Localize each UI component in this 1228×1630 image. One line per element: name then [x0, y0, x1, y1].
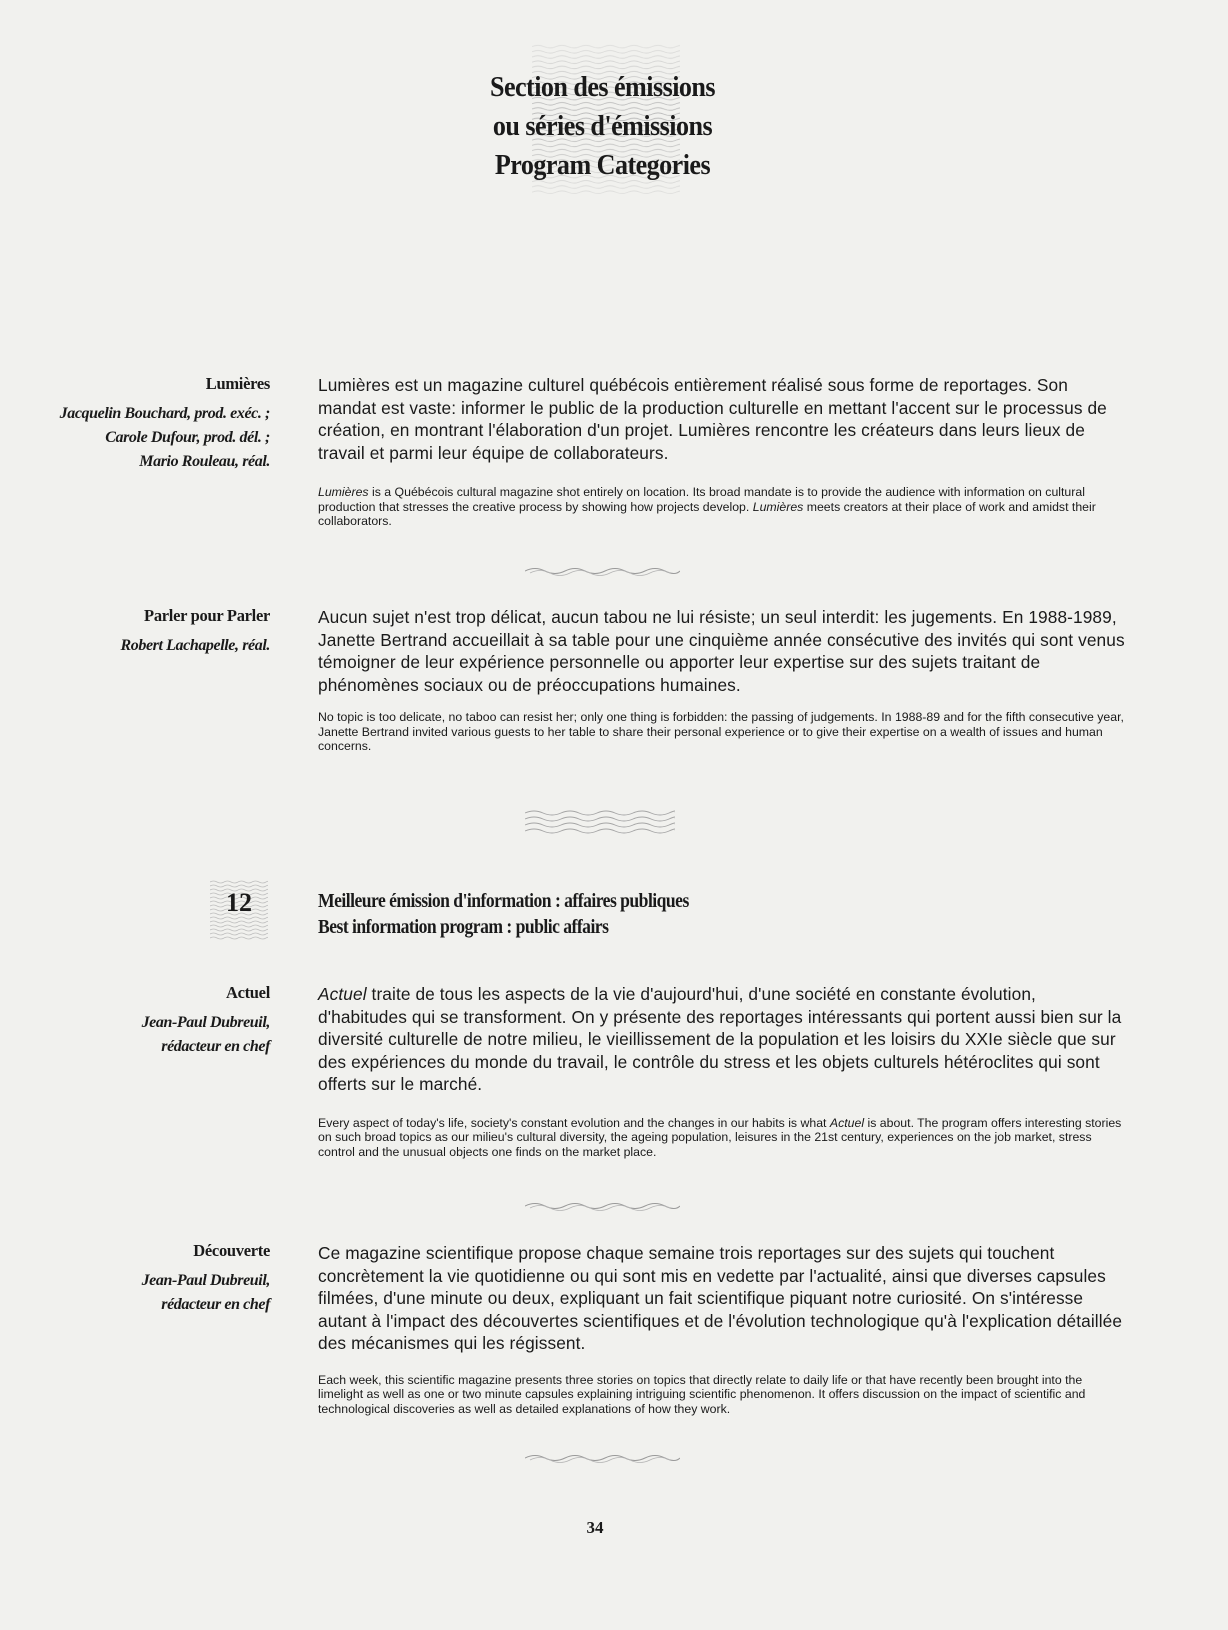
- program-title: Parler pour Parler: [144, 606, 270, 625]
- credit-line: Robert Lachapelle, réal.: [120, 637, 270, 654]
- credits: [40, 1011, 270, 1059]
- credit-line: Carole Dufour, prod. dél. ;: [105, 429, 270, 446]
- credit-line: rédacteur en chef: [161, 1038, 270, 1055]
- title-line-3: Program Categories: [494, 149, 711, 181]
- credit-line: Jean-Paul Dubreuil,: [141, 1272, 270, 1289]
- title-line-1: Section des émissions: [489, 71, 716, 103]
- program-name-italic: Actuel: [318, 984, 367, 1004]
- wave-divider: [525, 565, 680, 577]
- page-header: [440, 44, 765, 194]
- program-name-italic: Actuel: [829, 1115, 865, 1130]
- category-title: [318, 888, 689, 940]
- category-title-french: Meilleure émission d'information : affaires publiques: [318, 890, 689, 912]
- entry-actuel-text: [318, 983, 1128, 1159]
- category-title-english: Best information program : public affairs: [318, 916, 609, 938]
- english-description: Each week, this scientific magazine presents three stories on topics that directly relate to daily life or that have recently been brought into the limelight as well as one or two minute capsules explaining intriguing scientific phenomenon. It offers discussion on the impact of scientific and technological discoveries as well as detailed explanations of how they work.: [318, 1372, 1086, 1416]
- credit-line: Jacquelin Bouchard, prod. exéc. ;: [59, 405, 270, 422]
- credit-line: Mario Rouleau, réal.: [139, 453, 270, 470]
- category-number: 12: [226, 888, 252, 917]
- wave-ornament: [525, 807, 675, 837]
- program-title: Actuel: [225, 983, 270, 1002]
- program-title: Lumières: [205, 374, 270, 393]
- page-title: [456, 68, 749, 185]
- credits: [40, 634, 270, 658]
- credits: [40, 1269, 270, 1317]
- credit-line: rédacteur en chef: [161, 1296, 270, 1313]
- credits: [40, 402, 270, 474]
- program-name-italic: Lumières: [752, 499, 804, 514]
- english-description: No topic is too delicate, no taboo can resist her; only one thing is forbidden: the passing of judgements. In 1988-89 and for the fifth consecutive year, Janette Bertrand invited various guests to her table to share their personal experience or to give their expertise on a wealth of issues and human concerns.: [318, 710, 1124, 753]
- category-number-badge: [210, 880, 268, 940]
- entry-decouverte-credits: [40, 1241, 270, 1317]
- entry-actuel-credits: [40, 983, 270, 1059]
- credit-line: Jean-Paul Dubreuil,: [141, 1014, 270, 1031]
- french-description: Actuel traite de tous les aspects de la vie d'aujourd'hui, d'une société en constante évolution, d'habitudes qui se transforment. On y présente des reportages intéressants qui portent aussi bien sur la diversité culturelle de notre milieu, le vieillissement de la population et les loisirs du XXIe siècle que sur des expériences du monde du travail, le contrôle du stress et les objets culturels hétéroclites qui sont offerts sur le marché.: [318, 984, 1122, 1094]
- french-description: Lumières est un magazine culturel québécois entièrement réalisé sous forme de reportages. Son mandat est vaste: informer le public de la production culturelle en mettant l'accent sur le processus de création, en montrant l'élaboration d'un projet. Lumières rencontre les créateurs dans leurs lieux de travail et parmi leur équipe de collaborateurs.: [318, 375, 1107, 463]
- entry-parler-text: [318, 606, 1128, 754]
- entry-lumieres-credits: [40, 374, 270, 474]
- program-title: Découverte: [193, 1241, 270, 1260]
- french-description: Aucun sujet n'est trop délicat, aucun tabou ne lui résiste; un seul interdit: les jugements. En 1988-1989, Janette Bertrand accueillait à sa table pour une cinquième année consécutive des invités qui sont venus témoigner de leur expérience personnelle ou apporter leur expertise sur des sujets traitant de phénomènes sociaux ou de préoccupations humaines.: [318, 607, 1125, 695]
- french-description: Ce magazine scientifique propose chaque semaine trois reportages sur des sujets qui touchent concrètement la vie quotidienne ou qui sont mis en vedette par l'actualité, ainsi que diverses capsules filmées, d'une minute ou deux, expliquant un fait scientifique piquant notre curiosité. On s'intéresse autant à l'impact des découvertes scientifiques et de l'évolution technologique qu'à l'explication détaillée des mécanismes qui les régissent.: [318, 1243, 1123, 1353]
- program-name-italic: Lumières: [318, 485, 369, 499]
- entry-decouverte-text: [318, 1242, 1128, 1416]
- wave-divider: [525, 1200, 680, 1212]
- page-number: 34: [586, 1518, 604, 1537]
- english-description: Lumières is a Québécois cultural magazine shot entirely on location. Its broad mandate is to provide the audience with information on cultural production that stresses the creative process by showing how projects develop. Lumières meets creators at their place of work and amidst their collaborators.: [318, 485, 1096, 528]
- wave-divider: [525, 1452, 680, 1464]
- entry-parler-credits: [40, 606, 270, 658]
- title-line-2: ou séries d'émissions: [492, 110, 713, 142]
- entry-lumieres-text: [318, 374, 1128, 529]
- english-description: Every aspect of today's life, society's constant evolution and the changes in our habits is what Actuel is about. The program offers interesting stories on such broad topics as our milieu's cultural diversity, the ageing population, leisures in the 21st century, experiences on the job market, stress control and the unusual objects one finds on the market place.: [318, 1115, 1122, 1159]
